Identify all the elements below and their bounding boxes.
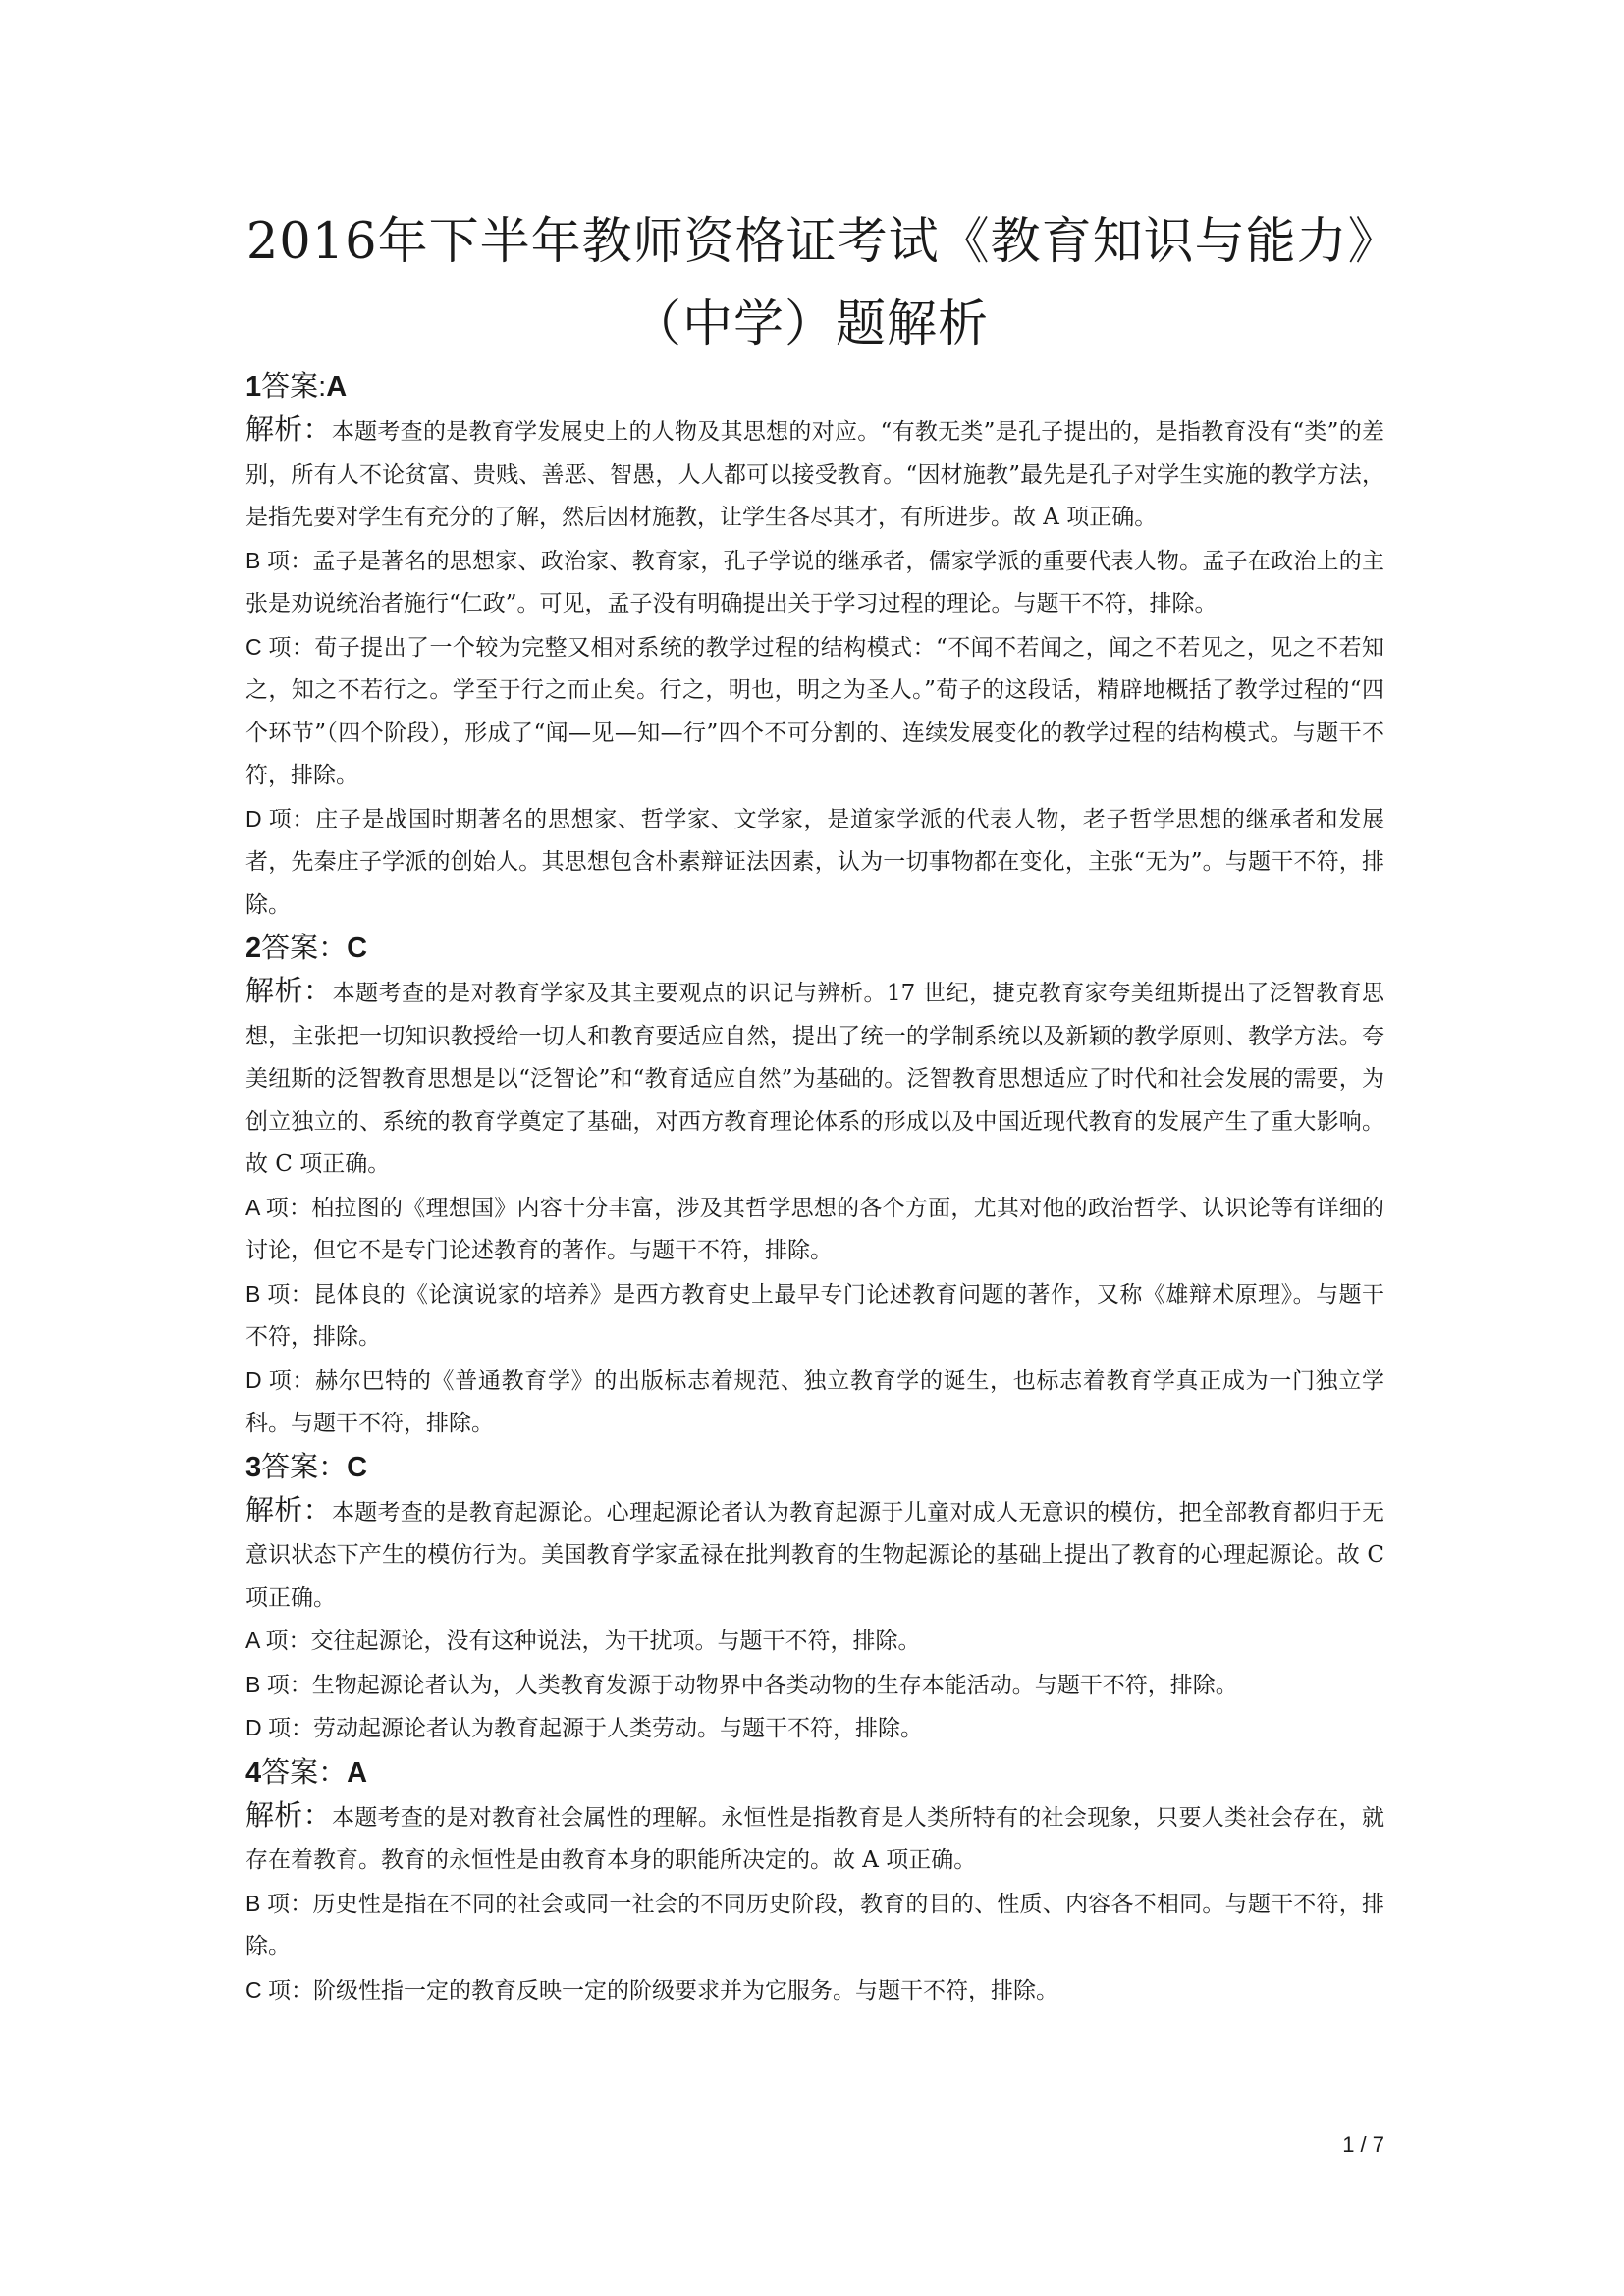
- option-paragraph: [245, 1707, 1384, 1751]
- analysis-text: 本题考查的是教育起源论。心理起源论者认为教育起源于儿童对成人无意识的模仿，把全部教育都归于无意识状态下产生的模仿行为。美国教育学家孟禄在批判教育的生物起源论的基础上提出了教育的心理起源论。故 C 项正确。: [245, 1499, 1384, 1611]
- question-number: 4: [245, 1756, 262, 1789]
- answer-label: 答案:: [261, 371, 327, 402]
- option-label: B 项：: [245, 1890, 313, 1916]
- answer-label: 答案：: [261, 1451, 348, 1483]
- option-paragraph: [245, 1969, 1384, 2013]
- answer-heading: [245, 365, 1384, 408]
- analysis-label: 解析：: [245, 1492, 332, 1526]
- option-label: B 项：: [245, 547, 313, 573]
- option-text: 赫尔巴特的《普通教育学》的出版标志着规范、独立教育学的诞生，也标志着教育学真正成为一门独立学科。与题干不符，排除。: [245, 1367, 1384, 1436]
- document-title: 2016年下半年教师资格证考试《教育知识与能力》（中学）题解析: [245, 213, 1375, 353]
- analysis-label: 解析：: [245, 1797, 332, 1832]
- question-number: 3: [245, 1451, 262, 1483]
- option-paragraph: [245, 1273, 1384, 1360]
- answer-label: 答案：: [261, 1756, 348, 1789]
- analysis-label: 解析：: [245, 412, 332, 446]
- option-label: C 项：: [245, 1976, 313, 2002]
- option-text: 交往起源论，没有这种说法，为干扰项。与题干不符，排除。: [310, 1629, 921, 1654]
- answer-value: C: [347, 1451, 368, 1483]
- analysis-paragraph: [245, 970, 1384, 1187]
- option-text: 孟子是著名的思想家、政治家、教育家，孔子学说的继承者，儒家学派的重要代表人物。孟子在政治上的主张是劝说统治者施行“仁政”。可见，孟子没有明确提出关于学习过程的理论。与题干不符，排除。: [245, 548, 1384, 616]
- option-label: B 项：: [245, 1671, 312, 1697]
- answer-value: A: [347, 1756, 368, 1789]
- analysis-label: 解析：: [245, 974, 333, 1007]
- option-text: 阶级性指一定的教育反映一定的阶级要求并为它服务。与题干不符，排除。: [313, 1977, 1058, 2003]
- option-label: D 项：: [245, 1715, 313, 1740]
- option-label: A 项：: [245, 1194, 312, 1220]
- option-label: C 项：: [245, 633, 315, 660]
- analysis-paragraph: [245, 408, 1384, 540]
- option-text: 柏拉图的《理想国》内容十分丰富，涉及其哲学思想的各个方面，尤其对他的政治哲学、认识论等有详细的讨论，但它不是专门论述教育的著作。与题干不符，排除。: [245, 1195, 1384, 1263]
- option-label: A 项：: [245, 1628, 311, 1653]
- answer-value: C: [347, 933, 368, 964]
- option-text: 劳动起源论者认为教育起源于人类劳动。与题干不符，排除。: [313, 1716, 923, 1741]
- option-text: 历史性是指在不同的社会或同一社会的不同历史阶段，教育的目的、性质、内容各不相同。与题干不符，排除。: [245, 1891, 1384, 1959]
- option-paragraph: [245, 1664, 1384, 1708]
- option-paragraph: [245, 1360, 1384, 1446]
- analysis-text: 本题考查的是对教育社会属性的理解。永恒性是指教育是人类所特有的社会现象，只要人类社会存在，就存在着教育。教育的永恒性是由教育本身的职能所决定的。故 A 项正确。: [245, 1804, 1384, 1873]
- option-label: B 项：: [245, 1280, 314, 1307]
- question-number: 2: [245, 933, 262, 964]
- answer-heading: [245, 927, 1384, 970]
- option-paragraph: [245, 626, 1384, 798]
- analysis-text: 本题考查的是教育学发展史上的人物及其思想的对应。“有教无类”是孔子提出的，是指教育没有“类”的差别，所有人不论贫富、贵贱、善恶、智愚，人人都可以接受教育。“因材施教”最先是孔子对学生实施的教学方法，是指先要对学生有充分的了解，然后因材施教，让学生各尽其才，有所进步。故 A 项正确。: [245, 419, 1384, 530]
- answer-heading: [245, 1446, 1384, 1489]
- analysis-paragraph: [245, 1794, 1384, 1883]
- question-number: 1: [245, 371, 262, 402]
- option-text: 荀子提出了一个较为完整又相对系统的教学过程的结构模式：“不闻不若闻之，闻之不若见之，见之不若知之，知之不若行之。学至于行之而止矣。行之，明也，明之为圣人。”荀子的这段话，精辟地概括了教学过程的“四个环节”（四个阶段），形成了“闻—见—知—行”四个不可分割的、连续发展变化的教学过程的结构模式。与题干不符，排除。: [245, 634, 1385, 788]
- option-text: 庄子是战国时期著名的思想家、哲学家、文学家，是道家学派的代表人物，老子哲学思想的继承者和发展者，先秦庄子学派的创始人。其思想包含朴素辩证法因素，认为一切事物都在变化，主张“无为”。与题干不符，排除。: [245, 806, 1384, 918]
- analysis-paragraph: [245, 1489, 1384, 1621]
- page-number: 1 / 7: [1342, 2132, 1384, 2157]
- answer-value: A: [326, 371, 348, 402]
- analysis-text: 本题考查的是对教育学家及其主要观点的识记与辨析。17 世纪，捷克教育家夸美纽斯提出了泛智教育思想，主张把一切知识教授给一切人和教育要适应自然，提出了统一的学制系统以及新颖的教学原则、教学方法。夸美纽斯的泛智教育思想是以“泛智论”和“教育适应自然”为基础的。泛智教育思想适应了时代和社会发展的需要，为创立独立的、系统的教育学奠定了基础，对西方教育理论体系的形成以及中国近现代教育的发展产生了重大影响。故 C 项正确。: [245, 981, 1384, 1177]
- option-text: 生物起源论者认为，人类教育发源于动物界中各类动物的生存本能活动。与题干不符，排除。: [311, 1672, 1238, 1698]
- option-paragraph: [245, 1187, 1384, 1273]
- option-label: D 项：: [245, 1366, 316, 1393]
- option-paragraph: [245, 540, 1384, 626]
- answer-label: 答案：: [261, 933, 348, 964]
- option-text: 昆体良的《论演说家的培养》是西方教育史上最早专门论述教育问题的著作，又称《雄辩术原理》。与题干不符，排除。: [245, 1281, 1384, 1350]
- answer-content: [245, 365, 1384, 2012]
- option-paragraph: [245, 1883, 1384, 1969]
- option-paragraph: [245, 798, 1384, 928]
- answer-heading: [245, 1751, 1384, 1794]
- option-label: D 项：: [245, 805, 316, 831]
- option-paragraph: [245, 1620, 1384, 1664]
